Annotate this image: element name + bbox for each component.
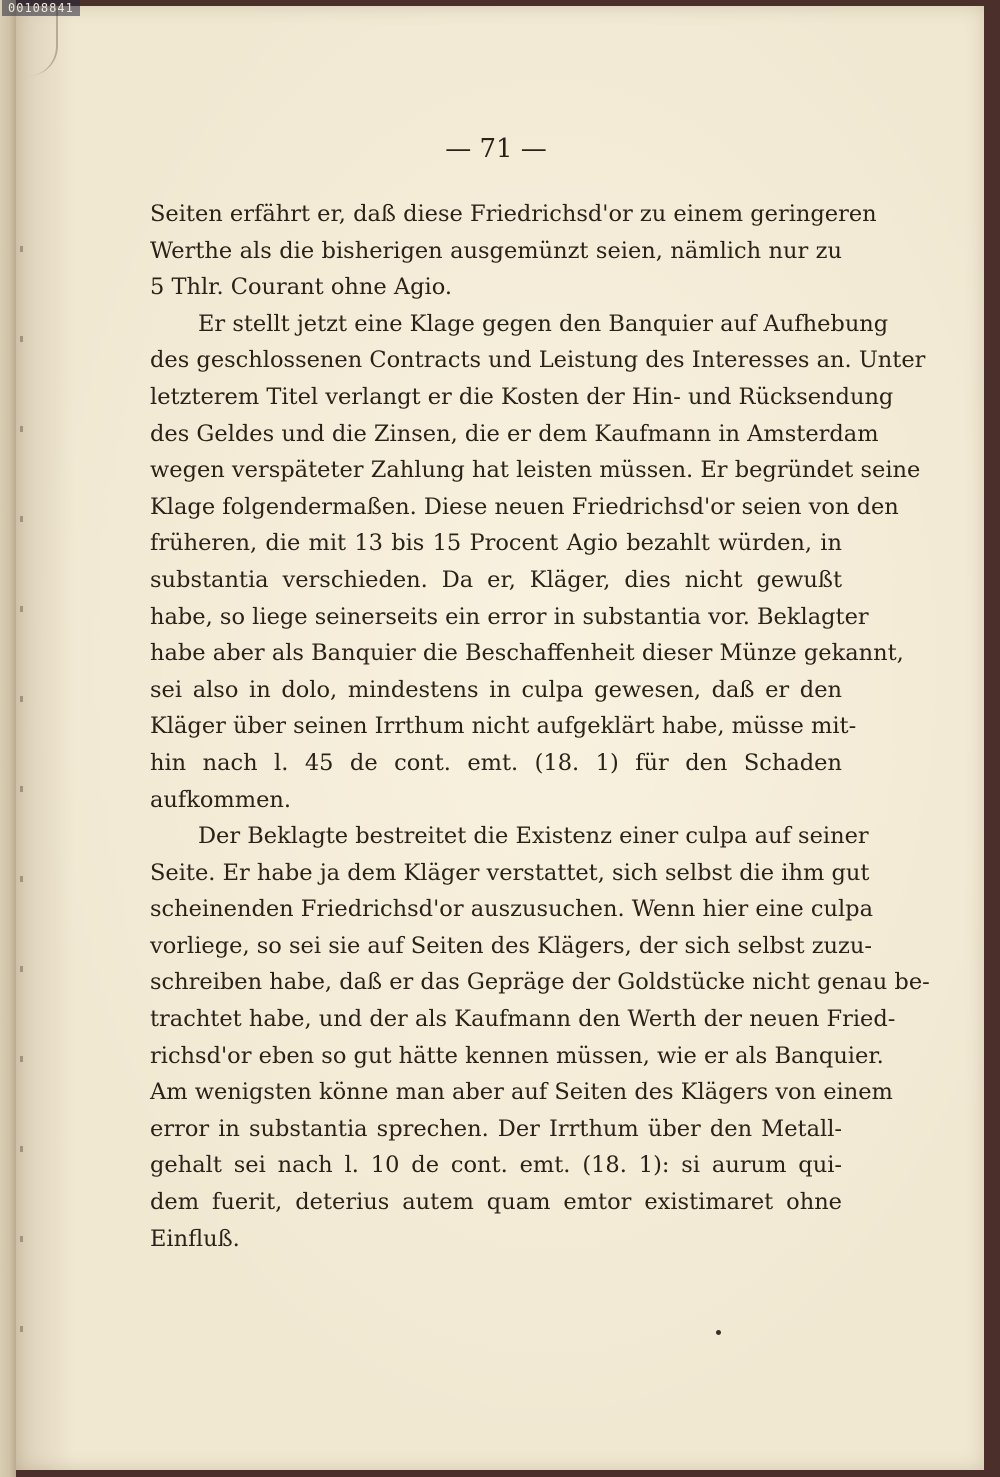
text-line: aufkommen.: [150, 786, 292, 813]
text-line: trachtet habe, und der als Kaufmann den Werth der neuen Fried-: [150, 1006, 896, 1033]
text-line: wegen verspäteter Zahlung hat leisten müssen. Er begründet seine: [150, 457, 921, 484]
text-line: schreiben habe, daß er das Gepräge der Goldstücke nicht genau be-: [150, 969, 930, 996]
text-line: habe aber als Banquier die Beschaffenheit dieser Münze gekannt,: [150, 640, 904, 667]
book-spine-edge: [0, 0, 16, 1477]
page-number: — 71 —: [445, 134, 547, 164]
text-line: des geschlossenen Contracts und Leistung des Interesses an. Unter: [150, 347, 926, 374]
book-page: [16, 6, 984, 1470]
text-line: vorliege, so sei sie auf Seiten des Klägers, der sich selbst zuzu-: [150, 932, 872, 959]
text-line: Der Beklagte bestreitet die Existenz einer culpa auf seiner: [198, 823, 869, 850]
text-line: Seite. Er habe ja dem Kläger verstattet, sich selbst die ihm gut: [150, 859, 870, 886]
text-line: des Geldes und die Zinsen, die er dem Kaufmann in Amsterdam: [150, 420, 879, 447]
text-line: Klage folgendermaßen. Diese neuen Friedrichsd'or seien von den: [150, 493, 899, 520]
text-line: dem fuerit, deterius autem quam emtor existimaret ohne: [150, 1189, 842, 1216]
text-line: Werthe als die bisherigen ausgemünzt seien, nämlich nur zu: [150, 237, 842, 264]
catalog-tag: 00108841: [2, 0, 80, 16]
page-edge-marks: [20, 246, 23, 1346]
text-line: error in substantia sprechen. Der Irrthum über den Metall-: [150, 1115, 842, 1142]
text-line: Kläger über seinen Irrthum nicht aufgeklärt habe, müsse mit-: [150, 713, 857, 740]
text-line: Er stellt jetzt eine Klage gegen den Banquier auf Aufhebung: [198, 310, 889, 337]
body-text: [150, 196, 930, 1257]
text-line: 5 Thlr. Courant ohne Agio.: [150, 274, 453, 301]
text-line: sei also in dolo, mindestens in culpa gewesen, daß er den: [150, 676, 842, 703]
text-line: substantia verschieden. Da er, Kläger, dies nicht gewußt: [150, 566, 842, 593]
text-line: Seiten erfährt er, daß diese Friedrichsd'or zu einem geringeren: [150, 201, 877, 227]
text-line: Am wenigsten könne man aber auf Seiten des Klägers von einem: [150, 1079, 893, 1106]
text-line: früheren, die mit 13 bis 15 Procent Agio bezahlt würden, in: [150, 530, 842, 557]
text-line: Einfluß.: [150, 1225, 240, 1252]
text-line: gehalt sei nach l. 10 de cont. emt. (18. 1): si aurum qui-: [150, 1152, 842, 1179]
ink-dot: [716, 1330, 721, 1335]
text-line: habe, so liege seinerseits ein error in substantia vor. Beklagter: [150, 603, 869, 630]
text-line: hin nach l. 45 de cont. emt. (18. 1) für den Schaden: [150, 749, 842, 776]
page-fold: [16, 6, 58, 76]
text-line: letzterem Titel verlangt er die Kosten der Hin- und Rücksendung: [150, 383, 894, 410]
text-line: scheinenden Friedrichsd'or auszusuchen. Wenn hier eine culpa: [150, 896, 873, 923]
text-line: richsd'or eben so gut hätte kennen müssen, wie er als Banquier.: [150, 1042, 884, 1069]
